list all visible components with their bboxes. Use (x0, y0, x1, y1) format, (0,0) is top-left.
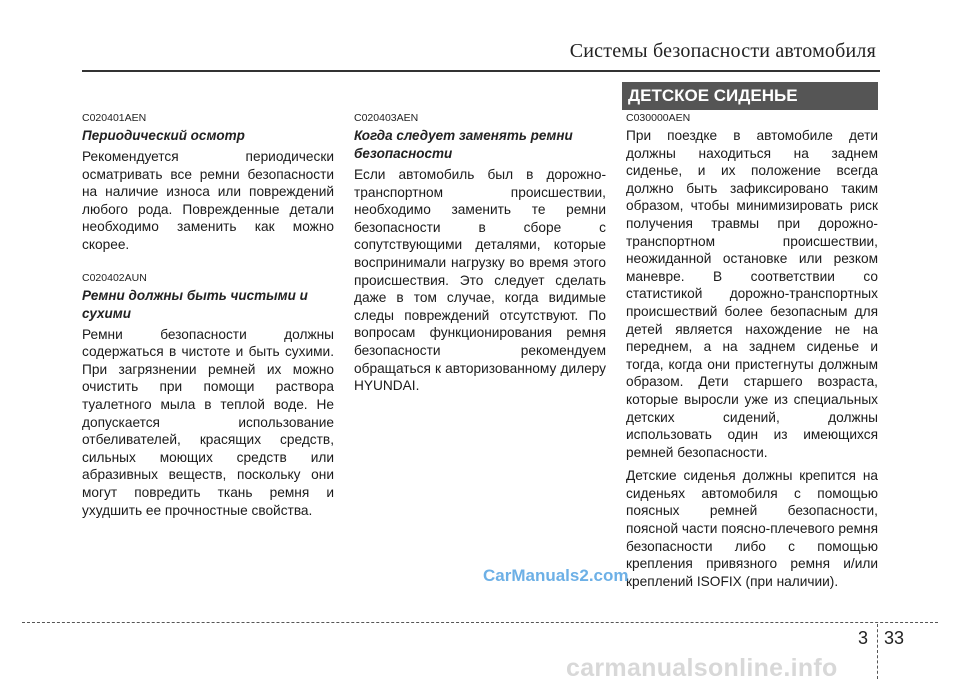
paragraph: Детские сиденья должны крепится на сиденьях автомобиля с помощью поясных ремней безопасности, поясной части поясно-плечевого ремня безопасности либо с помощью крепления привязного ремня и/или креплений ISOFIX (при наличии). (626, 468, 878, 589)
page-header-title: Системы безопасности автомобиля (569, 40, 876, 62)
paragraph: При поездке в автомобиле дети должны находиться на заднем сиденье, и их положение всегда должно быть зафиксировано таким образом, чтобы минимизировать риск получения травмы при дорожно-транспортном происшествии, неожиданной остановке или резком маневре. В соответствии со статистикой дорожно-транспортных происшествий более безопасным для детей является нахождение не на переднем, а на заднем сиденье и тогда, когда они пристегнуты должным образом. Дети старшего возраста, которые выросли уже из специальных детских сидений, должны использовать один из имеющихся ремней безопасности. (626, 128, 878, 460)
column-2 (354, 112, 606, 407)
section-heading: Ремни должны быть чистыми и сухими (82, 287, 308, 321)
paragraph: Если автомобиль был в дорожно-транспортном происшествии, необходимо заменить те ремни безопасности в сборе с сопутствующими деталями, которые воспринимали нагрузку во время этого происшествия. Это следует сделать даже в том случае, когда видимые следы повреждений отсутствуют. По вопросам функционирования ремня безопасности рекомендуем обращаться к авторизованному дилеру HYUNDAI. (354, 167, 606, 394)
section-title-box: ДЕТСКОЕ СИДЕНЬЕ (622, 82, 878, 110)
watermark-bottom: carmanualsonline.info (566, 654, 838, 682)
section-heading: Периодический осмотр (82, 128, 245, 143)
footer-dashed-rule (22, 622, 938, 623)
section-code: C020403AEN (354, 112, 419, 124)
section-code: C020401AEN (82, 112, 147, 124)
watermark-top: CarManuals2.com (483, 566, 629, 585)
paragraph: Рекомендуется периодически осматривать все ремни безопасности на наличие износа или повреждений любого рода. Поврежденные детали необходимо заменить как можно скорее. (82, 149, 334, 252)
section-heading: Когда следует заменять ремни безопасности (354, 128, 573, 161)
footer-section-number: 3 (858, 628, 869, 648)
footer-page-number: 33 (884, 628, 905, 648)
footer-dashed-divider (877, 624, 878, 679)
section-code: C020402AUN (82, 271, 147, 284)
header-rule (82, 70, 880, 72)
column-1 (82, 112, 334, 531)
column-3 (626, 112, 878, 602)
paragraph: Ремни безопасности должны содержаться в чистоте и быть сухими. При загрязнении ремней их можно очистить при помощи раствора туалетного мыла в теплой воде. Не допускается использование отбеливателей, красящих средств, сильных моющих средств или абразивных веществ, поскольку они могут повредить ткань ремня и ухудшить ее прочностные свойства. (82, 326, 334, 518)
section-code: C030000AEN (626, 112, 691, 124)
